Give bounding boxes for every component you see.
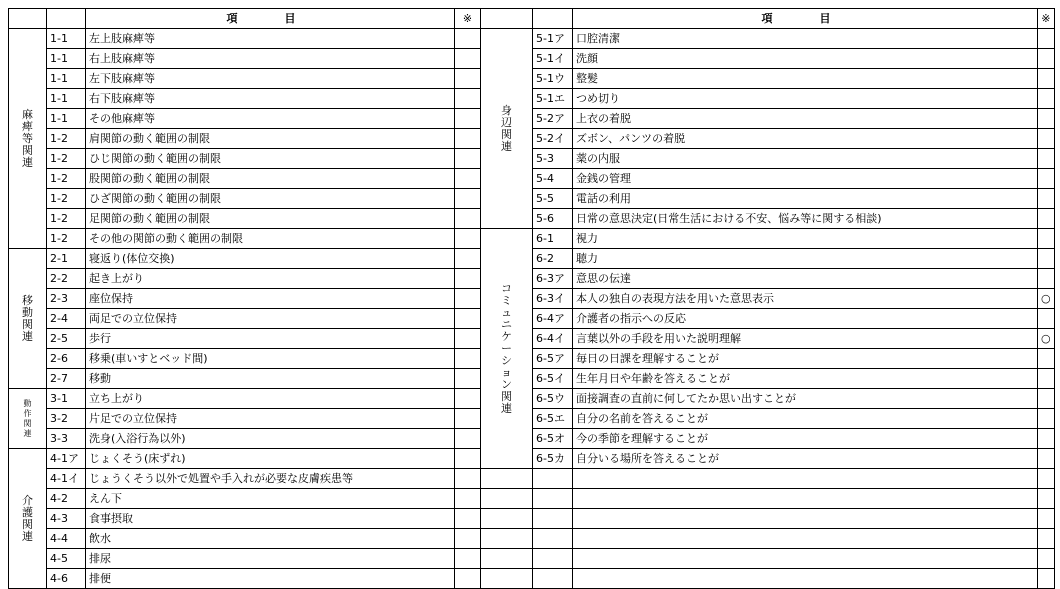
empty-cell bbox=[481, 509, 533, 529]
empty-cell bbox=[533, 469, 573, 489]
item-name: えん下 bbox=[86, 489, 455, 509]
item-name: 今の季節を理解することが bbox=[573, 429, 1038, 449]
item-code: 2-2 bbox=[47, 269, 86, 289]
item-mark[interactable] bbox=[455, 269, 481, 289]
item-code: 3-1 bbox=[47, 389, 86, 409]
item-code: 5-6 bbox=[533, 209, 573, 229]
header-item-label: 項 目 bbox=[573, 9, 1038, 29]
header-blank bbox=[47, 9, 86, 29]
item-mark[interactable] bbox=[1038, 189, 1055, 209]
item-name: 両足での立位保持 bbox=[86, 309, 455, 329]
item-mark[interactable]: ○ bbox=[1038, 289, 1055, 309]
category-label: 移動関連 bbox=[9, 249, 47, 389]
item-mark[interactable] bbox=[1038, 349, 1055, 369]
empty-cell bbox=[1038, 489, 1055, 509]
item-code: 5-5 bbox=[533, 189, 573, 209]
item-name: 足関節の動く範囲の制限 bbox=[86, 209, 455, 229]
item-code: 6-4イ bbox=[533, 329, 573, 349]
item-code: 4-1ア bbox=[47, 449, 86, 469]
item-mark[interactable] bbox=[455, 469, 481, 489]
table-row bbox=[9, 29, 1055, 49]
item-code: 1-2 bbox=[47, 169, 86, 189]
item-code: 5-4 bbox=[533, 169, 573, 189]
item-mark[interactable] bbox=[1038, 409, 1055, 429]
item-name: 移乗(車いすとベッド間) bbox=[86, 349, 455, 369]
item-code: 6-1 bbox=[533, 229, 573, 249]
item-code: 1-1 bbox=[47, 49, 86, 69]
item-name: 金銭の管理 bbox=[573, 169, 1038, 189]
item-code: 3-3 bbox=[47, 429, 86, 449]
header-row bbox=[9, 9, 1055, 29]
item-name: 排尿 bbox=[86, 549, 455, 569]
item-name: 移動 bbox=[86, 369, 455, 389]
item-mark[interactable] bbox=[455, 329, 481, 349]
item-name: 洗身(入浴行為以外) bbox=[86, 429, 455, 449]
item-mark[interactable] bbox=[1038, 29, 1055, 49]
item-name: 片足での立位保持 bbox=[86, 409, 455, 429]
empty-cell bbox=[573, 549, 1038, 569]
item-mark[interactable] bbox=[1038, 449, 1055, 469]
item-name: 聴力 bbox=[573, 249, 1038, 269]
item-code: 1-2 bbox=[47, 209, 86, 229]
item-code: 4-4 bbox=[47, 529, 86, 549]
item-mark[interactable] bbox=[1038, 129, 1055, 149]
item-mark[interactable] bbox=[455, 489, 481, 509]
item-name: 座位保持 bbox=[86, 289, 455, 309]
item-name: つめ切り bbox=[573, 89, 1038, 109]
item-code: 4-6 bbox=[47, 569, 86, 589]
item-code: 2-5 bbox=[47, 329, 86, 349]
item-name: 薬の内服 bbox=[573, 149, 1038, 169]
item-mark[interactable] bbox=[455, 49, 481, 69]
empty-cell bbox=[1038, 469, 1055, 489]
item-mark[interactable] bbox=[455, 429, 481, 449]
item-mark[interactable] bbox=[455, 529, 481, 549]
empty-cell bbox=[481, 549, 533, 569]
item-code: 1-1 bbox=[47, 109, 86, 129]
item-name: 洗顔 bbox=[573, 49, 1038, 69]
header-blank bbox=[533, 9, 573, 29]
item-name: その他麻痺等 bbox=[86, 109, 455, 129]
item-mark[interactable] bbox=[455, 309, 481, 329]
item-name: 整髪 bbox=[573, 69, 1038, 89]
item-code: 5-1イ bbox=[533, 49, 573, 69]
item-name: ひじ関節の動く範囲の制限 bbox=[86, 149, 455, 169]
item-name: 食事摂取 bbox=[86, 509, 455, 529]
item-name: 自分いる場所を答えることが bbox=[573, 449, 1038, 469]
item-mark[interactable] bbox=[1038, 389, 1055, 409]
table-row bbox=[9, 509, 1055, 529]
table-row bbox=[9, 229, 1055, 249]
item-code: 1-2 bbox=[47, 149, 86, 169]
item-name: ひざ関節の動く範囲の制限 bbox=[86, 189, 455, 209]
item-code: 4-3 bbox=[47, 509, 86, 529]
item-mark[interactable] bbox=[455, 189, 481, 209]
empty-cell bbox=[573, 489, 1038, 509]
item-name: 肩関節の動く範囲の制限 bbox=[86, 129, 455, 149]
item-name: 自分の名前を答えることが bbox=[573, 409, 1038, 429]
item-mark[interactable] bbox=[455, 109, 481, 129]
table-row bbox=[9, 469, 1055, 489]
item-code: 1-1 bbox=[47, 29, 86, 49]
item-mark[interactable] bbox=[1038, 249, 1055, 269]
item-code: 3-2 bbox=[47, 409, 86, 429]
empty-cell bbox=[573, 569, 1038, 589]
item-mark[interactable] bbox=[455, 89, 481, 109]
empty-cell bbox=[1038, 509, 1055, 529]
item-mark[interactable] bbox=[455, 129, 481, 149]
item-mark[interactable] bbox=[1038, 89, 1055, 109]
empty-cell bbox=[481, 569, 533, 589]
item-name: その他の関節の動く範囲の制限 bbox=[86, 229, 455, 249]
item-code: 2-4 bbox=[47, 309, 86, 329]
empty-cell bbox=[533, 489, 573, 509]
item-mark[interactable] bbox=[455, 69, 481, 89]
item-name: 飲水 bbox=[86, 529, 455, 549]
empty-cell bbox=[481, 469, 533, 489]
item-name: 立ち上がり bbox=[86, 389, 455, 409]
item-code: 6-5ア bbox=[533, 349, 573, 369]
item-code: 5-3 bbox=[533, 149, 573, 169]
item-mark[interactable] bbox=[1038, 109, 1055, 129]
item-mark[interactable] bbox=[455, 569, 481, 589]
item-mark[interactable] bbox=[455, 509, 481, 529]
item-mark[interactable] bbox=[455, 449, 481, 469]
header-blank bbox=[481, 9, 533, 29]
item-code: 4-5 bbox=[47, 549, 86, 569]
item-code: 5-1ウ bbox=[533, 69, 573, 89]
table-row bbox=[9, 489, 1055, 509]
item-name: ズボン、パンツの着脱 bbox=[573, 129, 1038, 149]
item-name: 右下肢麻痺等 bbox=[86, 89, 455, 109]
item-name: 左上肢麻痺等 bbox=[86, 29, 455, 49]
category-label: 麻痺等関連 bbox=[9, 29, 47, 249]
category-label: 介護関連 bbox=[9, 449, 47, 589]
item-code: 2-6 bbox=[47, 349, 86, 369]
item-code: 5-2イ bbox=[533, 129, 573, 149]
category-label: 身辺関連 bbox=[481, 29, 533, 229]
item-code: 4-2 bbox=[47, 489, 86, 509]
item-code: 2-1 bbox=[47, 249, 86, 269]
item-mark[interactable] bbox=[455, 249, 481, 269]
item-name: 意思の伝達 bbox=[573, 269, 1038, 289]
item-mark[interactable] bbox=[1038, 69, 1055, 89]
assessment-table bbox=[8, 8, 1055, 589]
item-code: 1-1 bbox=[47, 89, 86, 109]
item-name: 視力 bbox=[573, 229, 1038, 249]
item-name: じょうくそう以外で処置や手入れが必要な皮膚疾患等 bbox=[86, 469, 455, 489]
item-name: 右上肢麻痺等 bbox=[86, 49, 455, 69]
item-name: 介護者の指示への反応 bbox=[573, 309, 1038, 329]
table-row bbox=[9, 569, 1055, 589]
empty-cell bbox=[533, 529, 573, 549]
item-mark[interactable] bbox=[455, 389, 481, 409]
empty-cell bbox=[573, 529, 1038, 549]
assessment-sheet bbox=[8, 8, 1055, 589]
item-name: 生年月日や年齢を答えることが bbox=[573, 369, 1038, 389]
header-mark-label: ※ bbox=[455, 9, 481, 29]
item-mark[interactable] bbox=[455, 369, 481, 389]
item-mark[interactable] bbox=[1038, 209, 1055, 229]
item-code: 6-5カ bbox=[533, 449, 573, 469]
item-name: 日常の意思決定(日常生活における不安、悩み等に関する相談) bbox=[573, 209, 1038, 229]
item-mark[interactable] bbox=[1038, 169, 1055, 189]
header-blank bbox=[9, 9, 47, 29]
header-mark-label: ※ bbox=[1038, 9, 1055, 29]
item-code: 5-1ア bbox=[533, 29, 573, 49]
table-row bbox=[9, 529, 1055, 549]
item-mark[interactable] bbox=[455, 169, 481, 189]
item-name: 股関節の動く範囲の制限 bbox=[86, 169, 455, 189]
item-code: 1-2 bbox=[47, 129, 86, 149]
item-code: 6-5イ bbox=[533, 369, 573, 389]
item-mark[interactable] bbox=[1038, 49, 1055, 69]
empty-cell bbox=[1038, 529, 1055, 549]
item-mark[interactable] bbox=[455, 549, 481, 569]
item-name: 言葉以外の手段を用いた説明理解 bbox=[573, 329, 1038, 349]
item-name: じょくそう(床ずれ) bbox=[86, 449, 455, 469]
empty-cell bbox=[573, 469, 1038, 489]
category-label: コミュニケーション関連 bbox=[481, 229, 533, 469]
item-mark[interactable] bbox=[455, 409, 481, 429]
item-mark[interactable] bbox=[455, 149, 481, 169]
item-code: 4-1イ bbox=[47, 469, 86, 489]
item-code: 6-4ア bbox=[533, 309, 573, 329]
item-name: 左下肢麻痺等 bbox=[86, 69, 455, 89]
table-row bbox=[9, 549, 1055, 569]
empty-cell bbox=[533, 569, 573, 589]
item-code: 6-5オ bbox=[533, 429, 573, 449]
item-code: 2-3 bbox=[47, 289, 86, 309]
item-mark[interactable] bbox=[455, 349, 481, 369]
item-code: 1-2 bbox=[47, 229, 86, 249]
item-name: 寝返り(体位交換) bbox=[86, 249, 455, 269]
item-mark[interactable] bbox=[455, 209, 481, 229]
empty-cell bbox=[573, 509, 1038, 529]
item-name: 本人の独自の表現方法を用いた意思表示 bbox=[573, 289, 1038, 309]
empty-cell bbox=[481, 489, 533, 509]
item-code: 2-7 bbox=[47, 369, 86, 389]
item-name: 上衣の着脱 bbox=[573, 109, 1038, 129]
item-name: 歩行 bbox=[86, 329, 455, 349]
item-name: 面接調査の直前に何してたか思い出すことが bbox=[573, 389, 1038, 409]
item-mark[interactable]: ○ bbox=[1038, 329, 1055, 349]
item-name: 電話の利用 bbox=[573, 189, 1038, 209]
empty-cell bbox=[1038, 549, 1055, 569]
item-mark[interactable] bbox=[455, 289, 481, 309]
item-mark[interactable] bbox=[1038, 429, 1055, 449]
item-name: 排便 bbox=[86, 569, 455, 589]
header-item-label: 項 目 bbox=[86, 9, 455, 29]
item-code: 5-1エ bbox=[533, 89, 573, 109]
empty-cell bbox=[1038, 569, 1055, 589]
item-code: 6-5エ bbox=[533, 409, 573, 429]
item-mark[interactable] bbox=[455, 229, 481, 249]
item-mark[interactable] bbox=[1038, 229, 1055, 249]
item-code: 6-2 bbox=[533, 249, 573, 269]
item-name: 毎日の日課を理解することが bbox=[573, 349, 1038, 369]
item-mark[interactable] bbox=[1038, 309, 1055, 329]
item-mark[interactable] bbox=[1038, 269, 1055, 289]
item-name: 起き上がり bbox=[86, 269, 455, 289]
empty-cell bbox=[481, 529, 533, 549]
item-code: 5-2ア bbox=[533, 109, 573, 129]
item-mark[interactable] bbox=[455, 29, 481, 49]
item-code: 6-3イ bbox=[533, 289, 573, 309]
item-mark[interactable] bbox=[1038, 369, 1055, 389]
item-code: 6-5ウ bbox=[533, 389, 573, 409]
item-name: 口腔清潔 bbox=[573, 29, 1038, 49]
item-mark[interactable] bbox=[1038, 149, 1055, 169]
item-code: 6-3ア bbox=[533, 269, 573, 289]
item-code: 1-2 bbox=[47, 189, 86, 209]
empty-cell bbox=[533, 549, 573, 569]
category-label: 動作関連 bbox=[9, 389, 47, 449]
item-code: 1-1 bbox=[47, 69, 86, 89]
empty-cell bbox=[533, 509, 573, 529]
